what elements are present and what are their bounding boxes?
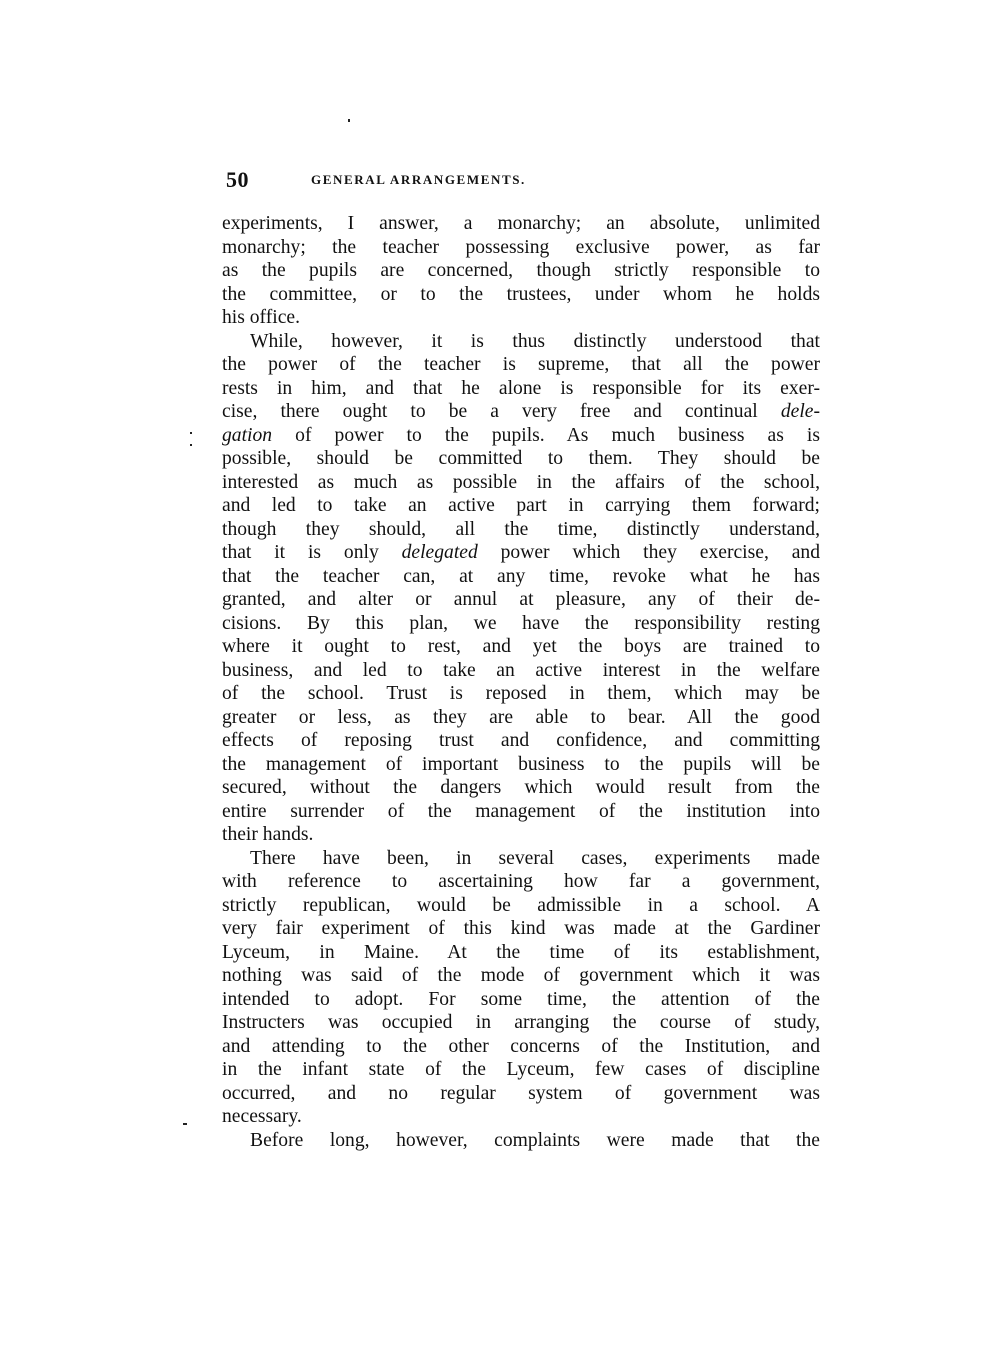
text-run: cise, there ought to be a very free and continual	[222, 401, 781, 422]
text-line: the committee, or to the trustees, under whom he holds	[222, 283, 820, 305]
text-run: power which they exercise, and	[477, 542, 820, 563]
text-line: cisions. By this plan, we have the responsibility resting	[222, 612, 820, 634]
text-line: possible, should be committed to them. They should be	[222, 448, 820, 469]
italic-text-run: delegated	[401, 542, 478, 563]
text-line: in the infant state of the Lyceum, few cases of discipline	[222, 1059, 820, 1080]
text-line: interested as much as possible in the affairs of the school,	[222, 471, 820, 493]
scan-speck	[183, 1123, 187, 1125]
text-line: with reference to ascertaining how far a government,	[222, 871, 820, 892]
text-line: nothing was said of the mode of government which it was	[222, 965, 820, 986]
text-line: of the school. Trust is reposed in them, which may be	[222, 683, 820, 704]
italic-text-run: gation	[222, 424, 273, 446]
text-run: of power to the pupils. As much business as is	[272, 424, 820, 446]
text-line: and led to take an active part in carrying them forward;	[222, 495, 820, 516]
text-line: necessary.	[222, 1106, 302, 1127]
text-line: and attending to the other concerns of the Institution, and	[222, 1035, 820, 1057]
text-line: that the teacher can, at any time, revoke what he has	[222, 565, 820, 587]
text-line: very fair experiment of this kind was made at the Gardiner	[222, 918, 820, 939]
text-line: entire surrender of the management of the institution into	[222, 800, 820, 822]
text-line: greater or less, as they are able to bear. All the good	[222, 706, 820, 728]
text-line: granted, and alter or annul at pleasure, any of their de-	[222, 589, 820, 610]
text-line: Instructers was occupied in arranging the course of study,	[222, 1012, 820, 1033]
body-text	[222, 212, 820, 1152]
text-line	[222, 541, 820, 565]
text-line: monarchy; the teacher possessing exclusive power, as far	[222, 236, 820, 258]
text-line	[222, 424, 820, 448]
text-line: secured, without the dangers which would result from the	[222, 777, 820, 798]
text-line: experiments, I answer, a monarchy; an absolute, unlimited	[222, 213, 820, 234]
text-line: business, and led to take an active interest in the welfare	[222, 659, 820, 681]
text-line: While, however, it is thus distinctly understood that	[250, 330, 820, 352]
text-line: as the pupils are concerned, though strictly responsible to	[222, 260, 820, 281]
text-line: the power of the teacher is supreme, that all the power	[222, 354, 820, 375]
text-line: Lyceum, in Maine. At the time of its establishment,	[222, 941, 820, 963]
text-line: the management of important business to the pupils will be	[222, 753, 820, 775]
text-line: effects of reposing trust and confidence, and committing	[222, 730, 820, 751]
scan-speck	[190, 432, 192, 434]
page-number: 50	[226, 167, 249, 192]
text-line: occurred, and no regular system of government was	[222, 1082, 820, 1104]
text-line	[222, 400, 820, 424]
text-line: where it ought to rest, and yet the boys are trained to	[222, 636, 820, 657]
page-header	[226, 167, 822, 193]
text-line: though they should, all the time, distinctly understand,	[222, 518, 820, 540]
text-line: their hands.	[222, 824, 314, 845]
text-line: strictly republican, would be admissible in a school. A	[222, 894, 820, 916]
text-line: There have been, in several cases, experiments made	[250, 847, 820, 869]
text-line: intended to adopt. For some time, the attention of the	[222, 988, 820, 1010]
scan-speck	[348, 119, 350, 122]
text-line: Before long, however, complaints were made that the	[250, 1129, 820, 1151]
text-line: his office.	[222, 307, 300, 328]
scan-speck	[190, 444, 192, 446]
text-run: that it is only	[222, 542, 402, 563]
running-head: GENERAL ARRANGEMENTS.	[311, 172, 526, 187]
text-line: rests in him, and that he alone is responsible for its exer-	[222, 377, 820, 399]
italic-text-run: dele-	[780, 401, 820, 422]
